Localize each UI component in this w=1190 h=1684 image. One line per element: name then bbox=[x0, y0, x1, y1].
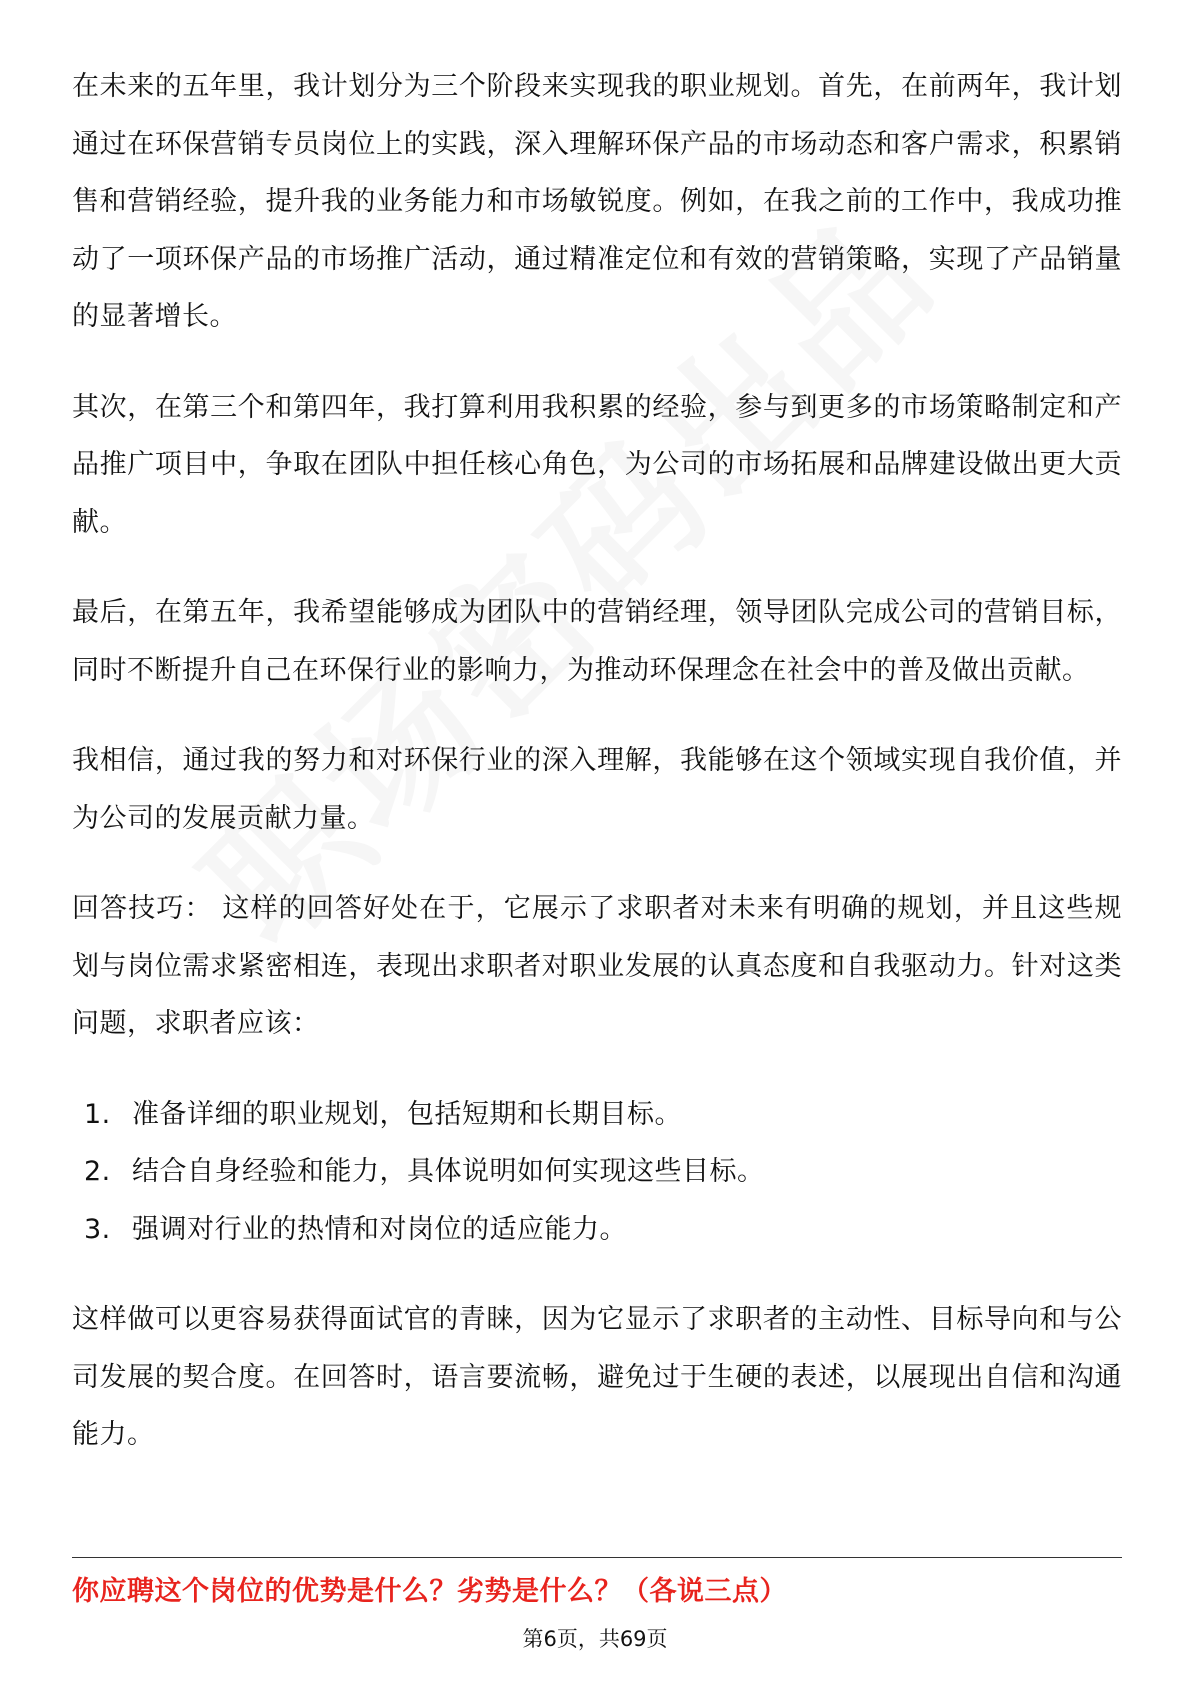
list-text: 强调对行业的热情和对岗位的适应能力。 bbox=[132, 1213, 627, 1245]
document-body bbox=[72, 58, 1122, 1497]
list-number: 1. bbox=[84, 1098, 111, 1130]
list-text: 准备详细的职业规划，包括短期和长期目标。 bbox=[132, 1098, 682, 1130]
list-item bbox=[72, 1086, 1122, 1144]
list-item bbox=[72, 1143, 1122, 1201]
tips-list bbox=[72, 1086, 1122, 1259]
paragraph-answer-tips: 回答技巧： 这样的回答好处在于，它展示了求职者对未来有明确的规划，并且这些规划与岗位需求紧密相连，表现出求职者对职业发展的认真态度和自我驱动力。针对这类问题，求职者应该： bbox=[72, 893, 1122, 1039]
paragraph-plan-stage-two: 其次，在第三个和第四年，我打算利用我积累的经验，参与到更多的市场策略制定和产品推广项目中，争取在团队中担任核心角色，为公司的市场拓展和品牌建设做出更大贡献。 bbox=[72, 391, 1122, 538]
paragraph-closing: 这样做可以更容易获得面试官的青睐，因为它显示了求职者的主动性、目标导向和与公司发展的契合度。在回答时，语言要流畅，避免过于生硬的表述，以展现出自信和沟通能力。 bbox=[72, 1304, 1122, 1450]
paragraph-conclusion: 我相信，通过我的努力和对环保行业的深入理解，我能够在这个领域实现自我价值，并为公司的发展贡献力量。 bbox=[72, 745, 1122, 834]
paragraph-plan-stage-three: 最后，在第五年，我希望能够成为团队中的营销经理，领导团队完成公司的营销目标，同时不断提升自己在环保行业的影响力，为推动环保理念在社会中的普及做出贡献。 bbox=[72, 597, 1122, 686]
section-divider bbox=[72, 1557, 1122, 1558]
list-number: 3. bbox=[84, 1213, 111, 1245]
next-question-heading: 你应聘这个岗位的优势是什么？劣势是什么？（各说三点） bbox=[72, 1576, 787, 1607]
paragraph-plan-intro: 在未来的五年里，我计划分为三个阶段来实现我的职业规划。首先，在前两年，我计划通过在环保营销专员岗位上的实践，深入理解环保产品的市场动态和客户需求，积累销售和营销经验，提升我的业务能力和市场敏锐度。例如，在我之前的工作中，我成功推动了一项环保产品的市场推广活动，通过精准定位和有效的营销策略，实现了产品销量的显著增长。 bbox=[72, 71, 1122, 332]
list-text: 结合自身经验和能力，具体说明如何实现这些目标。 bbox=[132, 1156, 765, 1187]
list-number: 2. bbox=[84, 1156, 111, 1187]
page-footer: 第6页，共69页 bbox=[522, 1627, 668, 1651]
list-item bbox=[72, 1201, 1122, 1259]
